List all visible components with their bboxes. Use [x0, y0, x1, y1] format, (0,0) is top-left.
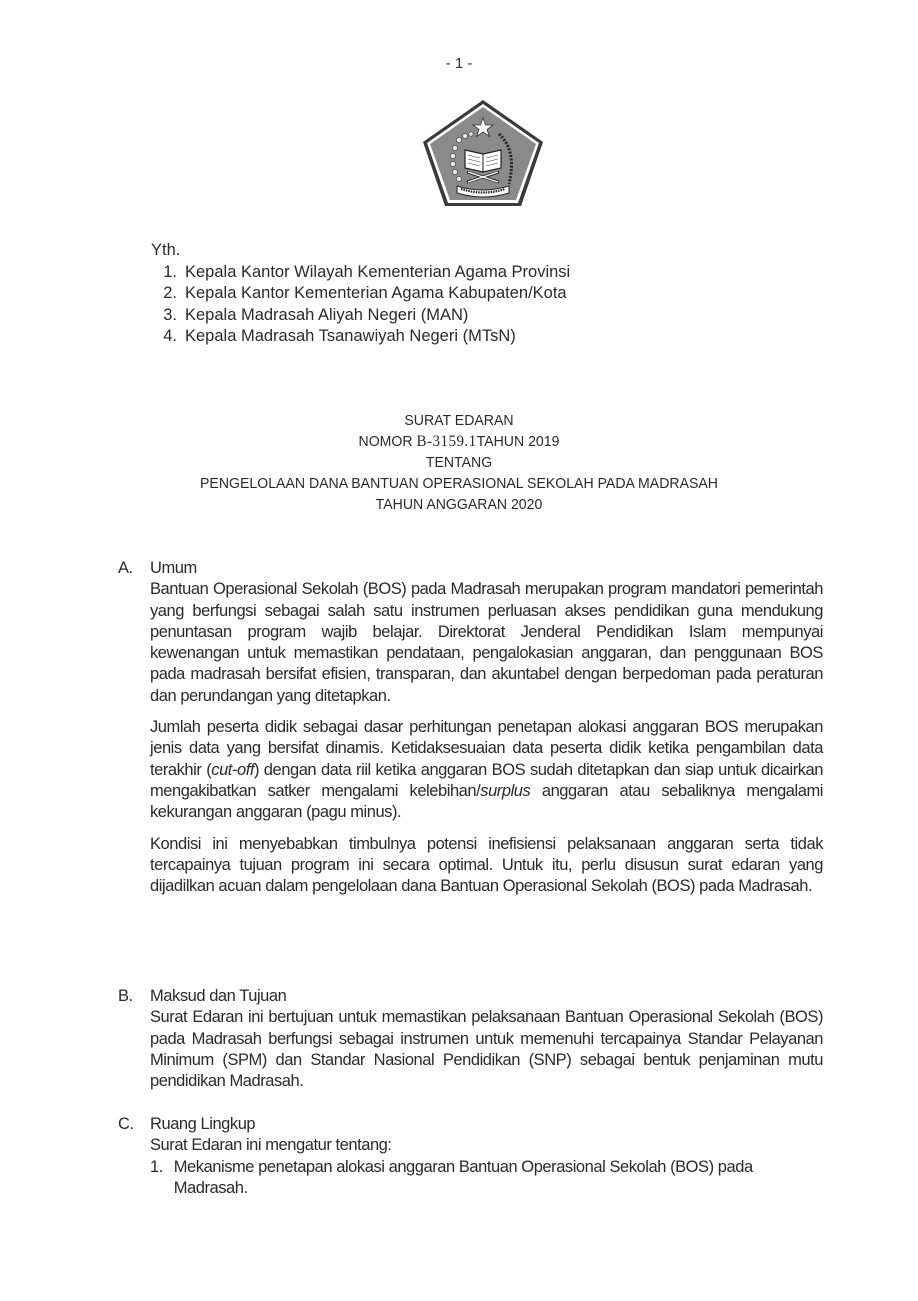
section-body: [150, 579, 823, 897]
paragraph: Surat Edaran ini bertujuan untuk memastikan pelaksanaan Bantuan Operasional Sekolah (BOS) pada Madrasah berfungsi sebagai instrumen untuk memenuhi tercapainya Standar Pelayanan Minimum (SPM) dan Standar Nasional Pendidikan (SNP) sebagai bentuk penjaminan mutu pendidikan Madrasah.: [150, 1008, 823, 1091]
section-title: Maksud dan Tujuan: [150, 987, 287, 1005]
item-number: 2.: [163, 284, 177, 302]
paragraph: [150, 717, 823, 823]
item-text: Mekanisme penetapan alokasi anggaran Bantuan Operasional Sekolah (BOS) pada Madrasah.: [173, 1157, 753, 1197]
text-run: ) dengan data riil ketika anggaran BOS sudah ditetapkan dan siap untuk dicairkan mengakibatkan satker mengalami kelebihan/: [150, 760, 823, 800]
italic-term: surplus: [480, 781, 531, 800]
section-heading: [118, 558, 823, 579]
section-a-umum: [118, 558, 823, 907]
section-c-ruang-lingkup: [118, 1114, 823, 1199]
title-line-tentang: TENTANG: [425, 454, 493, 471]
nomor-year: TAHUN 2019: [476, 433, 560, 450]
page-number: - 1 -: [445, 55, 473, 72]
addressee-greeting: Yth.: [151, 241, 181, 259]
section-letter: C.: [118, 1115, 134, 1133]
item-text: Kepala Madrasah Aliyah Negeri (MAN): [185, 305, 469, 324]
list-item: [150, 1157, 823, 1200]
title-line-subject: PENGELOLAAN DANA BANTUAN OPERASIONAL SEKOLAH PADA MADRASAH: [200, 475, 718, 492]
section-b-maksud-tujuan: [118, 986, 823, 1102]
title-line-fiscal-year: TAHUN ANGGARAN 2020: [375, 496, 543, 513]
section-body: [150, 1007, 823, 1092]
title-line-nomor: [28, 431, 891, 452]
addressee-item: [151, 326, 570, 348]
item-number: 3.: [163, 305, 177, 324]
addressee-item: [151, 283, 570, 305]
item-number: 4.: [163, 327, 177, 345]
section-heading: [118, 986, 823, 1007]
kementerian-agama-emblem-icon: [421, 98, 545, 208]
nomor-label: NOMOR: [358, 433, 417, 450]
paragraph: Bantuan Operasional Sekolah (BOS) pada Madrasah merupakan program mandatori pemerintah yang berfungsi sebagai salah satu instrumen perluasan akses pendidikan guna mendukung penuntasan program wajib belajar. Direktorat Jenderal Pendidikan Islam mempunyai kewenangan untuk memastikan pendataan, pengalokasian anggaran, dan penggunaan BOS pada madrasah bersifat efisien, transparan, dan akuntabel dengan berpedoman pada peraturan dan perundangan yang ditetapkan.: [150, 580, 823, 705]
text-run: anggaran atau sebaliknya mengalami kekurangan anggaran (pagu minus).: [150, 781, 823, 822]
addressee-list: [151, 262, 570, 348]
section-intro: Surat Edaran ini mengatur tentang:: [150, 1136, 392, 1155]
addressee-item: [151, 262, 570, 284]
document-title: [28, 410, 891, 515]
item-text: Kepala Kantor Kementerian Agama Kabupaten/Kota: [185, 284, 567, 302]
addressee-item: [151, 305, 570, 327]
nomor-value: B-3159.1: [416, 433, 477, 450]
section-letter: A.: [118, 559, 133, 577]
paragraph: Kondisi ini menyebabkan timbulnya potensi inefisiensi pelaksanaan anggaran serta tidak tercapainya tujuan program ini secara optimal. Untuk itu, perlu disusun surat edaran yang dijadilkan acuan dalam pengelolaan dana Bantuan Operasional Sekolah (BOS) pada Madrasah.: [150, 834, 823, 896]
item-text: Kepala Madrasah Tsanawiyah Negeri (MTsN): [185, 327, 516, 345]
item-number: 1.: [150, 1157, 163, 1176]
italic-term: cut-off: [211, 760, 254, 779]
section-title: Ruang Lingkup: [150, 1115, 256, 1133]
scope-list: [150, 1157, 823, 1200]
text-run: Jumlah peserta didik sebagai dasar perhitungan penetapan alokasi anggaran BOS merupakan jenis data yang bersifat dinamis. Ketidaksesuaian data peserta didik ketika pengambilan data terakhir (: [150, 718, 823, 779]
section-letter: B.: [118, 987, 133, 1005]
title-line-surat-edaran: SURAT EDARAN: [404, 412, 514, 429]
section-body: [150, 1135, 823, 1199]
section-title: Umum: [150, 559, 197, 577]
item-text: Kepala Kantor Wilayah Kementerian Agama Provinsi: [185, 262, 571, 281]
section-heading: [118, 1114, 823, 1135]
item-number: 1.: [163, 262, 177, 281]
addressee-block: [151, 240, 570, 348]
